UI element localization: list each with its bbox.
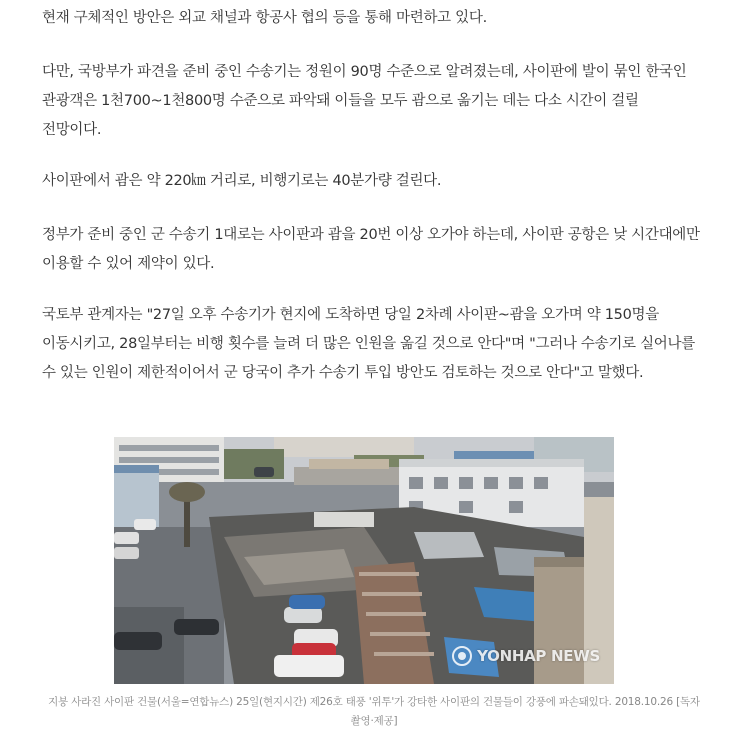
- article-paragraph-2: 다만, 국방부가 파견을 준비 중인 수송기는 정원이 90명 수준으로 알려졌는데, 사이판에 발이 묶인 한국인 관광객은 1천700~1천800명 수준으로 파악돼 이들을 모두 괌으로 옮기는 데는 다소 시간이 걸릴 전망이다.: [42, 64, 687, 138]
- photo-caption: 지붕 사라진 사이판 건물(서울=연합뉴스) 25일(현지시간) 제26호 태풍 '위투'가 강타한 사이판의 건물들이 강풍에 파손돼있다. 2018.10.26 [독자 촬영·제공]: [48, 696, 700, 727]
- article-paragraph-3: 사이판에서 괌은 약 220㎞ 거리로, 비행기로는 40분가량 걸린다.: [42, 173, 442, 189]
- watermark: [452, 646, 600, 666]
- news-photo: [114, 437, 614, 684]
- article-paragraph-4: 정부가 준비 중인 군 수송기 1대로는 사이판과 괌을 20번 이상 오가야 하는데, 사이판 공항은 낮 시간대에만 이용할 수 있어 제약이 있다.: [42, 227, 700, 272]
- yonhap-logo-icon: [452, 646, 472, 666]
- article-paragraph-5: 국토부 관계자는 "27일 오후 수송기가 현지에 도착하면 당일 2차례 사이판~괌을 오가며 약 150명을 이동시키고, 28일부터는 비행 횟수를 늘려 더 많은 인원을 옮길 것으로 안다"며 "그러나 수송기로 실어나를 수 있는 인원이 제한적이어서 군 당국이 추가 수송기 투입 방안도 검토하는 것으로 안다"고 말했다.: [42, 307, 695, 381]
- watermark-text: YONHAP NEWS: [477, 647, 600, 665]
- article-paragraph-1: 현재 구체적인 방안은 외교 채널과 항공사 협의 등을 통해 마련하고 있다.: [42, 10, 487, 26]
